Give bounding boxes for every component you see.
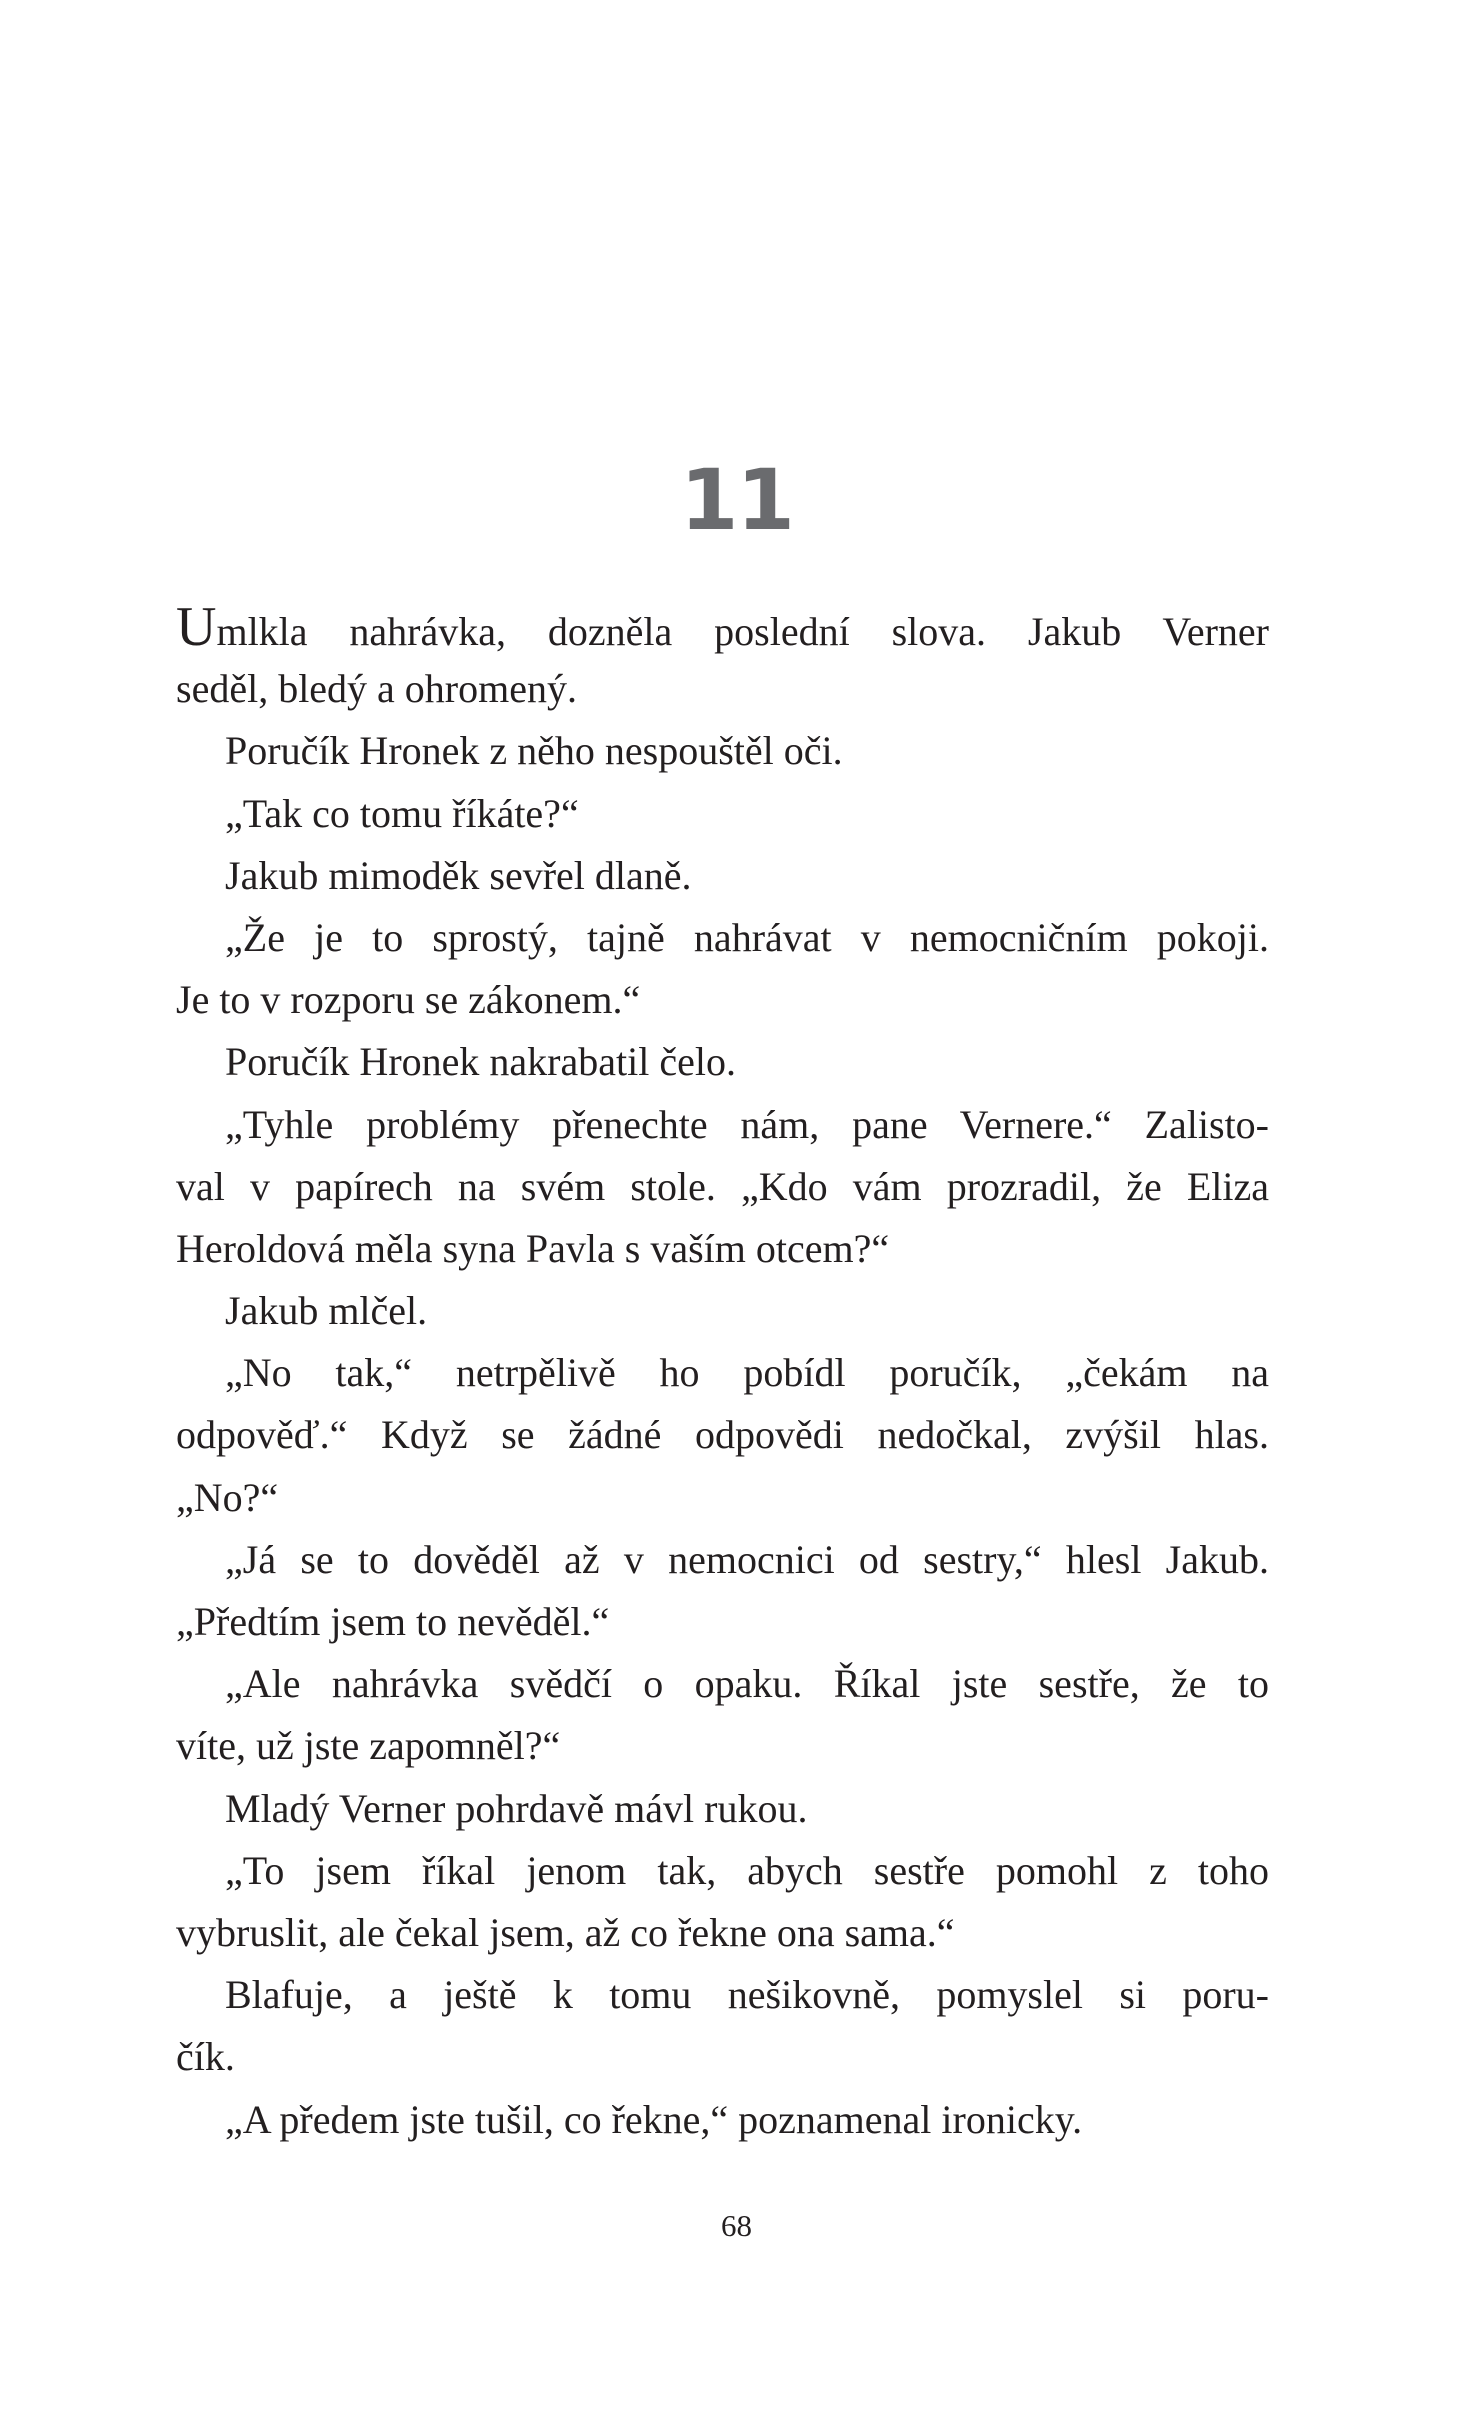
text-line: vybruslit, ale čekal jsem, až co řekne ona sama.“	[176, 1909, 955, 1955]
text-line: „Já se to dověděl až v nemocnici od sestry,“ hlesl Jakub.	[225, 1536, 1269, 1582]
chapter-number: 11	[680, 451, 793, 549]
text-line: „Předtím jsem to nevěděl.“	[176, 1599, 610, 1644]
text-line: „No?“	[176, 1474, 279, 1520]
text-line: čík.	[176, 2034, 235, 2080]
text-line: Blafuje, a ještě k tomu nešikovně, pomyslel si poru-	[225, 1972, 1269, 2018]
text-line: Jakub mlčel.	[225, 1288, 428, 1334]
text-line: odpověď.“ Když se žádné odpovědi nedočkal, zvýšil hlas.	[176, 1412, 1269, 1458]
text-line: „Tyhle problémy přenechte nám, pane Vernere.“ Zalisto-	[225, 1101, 1269, 1147]
text-line: „Ale nahrávka svědčí o opaku. Říkal jste sestře, že to	[225, 1661, 1269, 1707]
text-line: „Tak co tomu říkáte?“	[225, 790, 579, 836]
text-line: „To jsem říkal jenom tak, abych sestře pomohl z toho	[225, 1847, 1269, 1893]
text-line: Je to v rozporu se zákonem.“	[176, 977, 641, 1023]
body-text	[176, 596, 1269, 2151]
text-line: „Že je to sprostý, tajně nahrávat v nemocničním pokoji.	[225, 914, 1269, 960]
page-number: 68	[721, 2208, 752, 2243]
text-line: val v papírech na svém stole. „Kdo vám prozradil, že Eliza	[176, 1163, 1269, 1209]
text-line: Heroldová měla syna Pavla s vaším otcem?“	[176, 1225, 890, 1271]
text-line: Umlkla nahrávka, dozněla poslední slova. Jakub Verner	[176, 596, 1269, 658]
text-line: Mladý Verner pohrdavě mávl rukou.	[225, 1785, 808, 1831]
text-line: Poručík Hronek nakrabatil čelo.	[225, 1039, 736, 1085]
text-line: „A předem jste tušil, co řekne,“ poznamenal ironicky.	[225, 2096, 1083, 2142]
text-line: víte, už jste zapomněl?“	[176, 1723, 561, 1769]
text-line: Poručík Hronek z něho nespouštěl oči.	[225, 728, 843, 774]
text-line: „No tak,“ netrpělivě ho pobídl poručík, „čekám na	[225, 1350, 1269, 1396]
text-line: Jakub mimoděk sevřel dlaně.	[225, 852, 692, 898]
text-line: seděl, bledý a ohromený.	[176, 666, 577, 712]
